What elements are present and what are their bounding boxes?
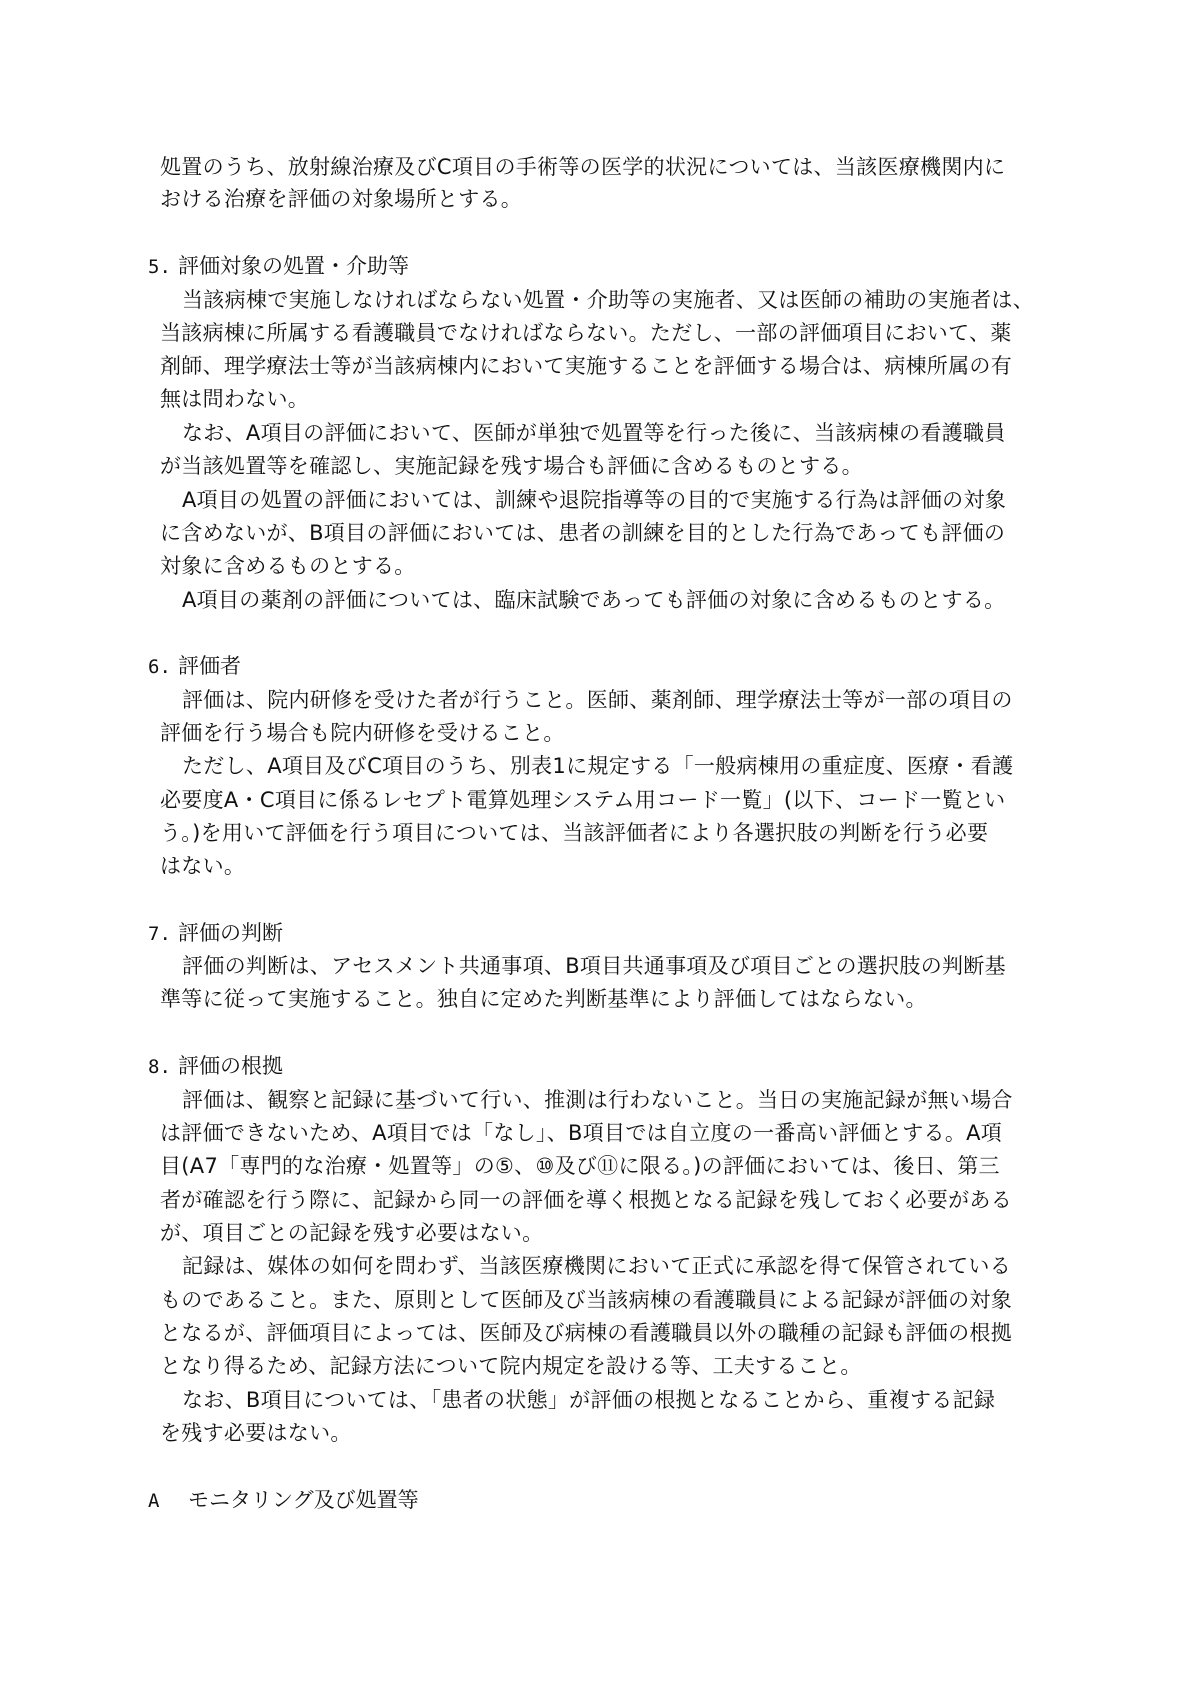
section5-line: 対象に含めるものとする。 (160, 554, 416, 578)
section-title: モニタリング及び処置等 (188, 1488, 419, 1512)
section5-line: 剤師、理学療法士等が当該病棟内において実施することを評価する場合は、病棟所属の有 (160, 354, 1012, 378)
section5-line: A項目の処置の評価においては、訓練や退院指導等の目的で実施する行為は評価の対象 (182, 488, 1007, 512)
section8-line: 者が確認を行う際に、記録から同一の評価を導く根拠となる記録を残しておく必要がある (160, 1188, 1012, 1212)
section7-line: 評価の判断は、アセスメント共通事項、B項目共通事項及び項目ごとの選択肢の判断基 (182, 954, 1006, 978)
section8-line: ものであること。また、原則として医師及び当該病棟の看護職員による記録が評価の対象 (160, 1288, 1012, 1312)
section-title: 評価の判断 (178, 921, 283, 945)
section8-line: は評価できないため、A項目では「なし」、B項目では自立度の一番高い評価とする。A項 (160, 1121, 1003, 1145)
section8-line: となるが、評価項目によっては、医師及び病棟の看護職員以外の職種の記録も評価の根拠 (160, 1321, 1012, 1345)
section8-line: 評価は、観察と記録に基づいて行い、推測は行わないこと。当日の実施記録が無い場合 (182, 1088, 1013, 1112)
intro-line: 処置のうち、放射線治療及びC項目の手術等の医学的状況については、当該医療機関内に (160, 155, 1006, 179)
section-number: 7. (148, 923, 171, 945)
section5-line: A項目の薬剤の評価については、臨床試験であっても評価の対象に含めるものとする。 (182, 588, 1006, 612)
section6-line: う。)を用いて評価を行う項目については、当該評価者により各選択肢の判断を行う必要 (160, 821, 989, 845)
section-number: 6. (148, 656, 171, 678)
section-heading-7 (148, 920, 283, 947)
section5-line: に含めないが、B項目の評価においては、患者の訓練を目的とした行為であっても評価の (160, 521, 1006, 545)
intro-line: おける治療を評価の対象場所とする。 (160, 187, 523, 211)
section-number: 5. (148, 256, 171, 278)
section5-line: なお、A項目の評価において、医師が単独で処置等を行った後に、当該病棟の看護職員 (182, 421, 1006, 445)
section6-line: 必要度A・C項目に係るレセプト電算処理システム用コード一覧」(以下、コード一覧とい (160, 788, 1006, 812)
section8-line: 記録は、媒体の如何を問わず、当該医療機関において正式に承認を得て保管されている (182, 1254, 1012, 1278)
section5-line: 当該病棟に所属する看護職員でなければならない。ただし、一部の評価項目において、薬 (160, 321, 1012, 345)
section-heading-6 (148, 653, 241, 680)
section6-line: 評価を行う場合も院内研修を受けること。 (160, 721, 565, 745)
section-heading-a (148, 1487, 419, 1514)
section8-line: となり得るため、記録方法について院内規定を設ける等、工夫すること。 (160, 1354, 862, 1378)
section8-line: が、項目ごとの記録を残す必要はない。 (160, 1221, 544, 1245)
section8-line: なお、B項目については、「患者の状態」が評価の根拠となることから、重複する記録 (182, 1388, 996, 1412)
section-title: 評価の根拠 (178, 1054, 283, 1078)
section7-line: 準等に従って実施すること。独自に定めた判断基準により評価してはならない。 (160, 987, 927, 1011)
section5-line: 当該病棟で実施しなければならない処置・介助等の実施者、又は医師の補助の実施者は、 (182, 288, 1034, 312)
section-number: A (148, 1490, 160, 1512)
section-title: 評価者 (178, 654, 241, 678)
section6-line: はない。 (160, 854, 246, 878)
section8-line: を残す必要はない。 (160, 1421, 352, 1445)
section-number: 8. (148, 1056, 171, 1078)
section5-line: 無は問わない。 (160, 387, 310, 411)
section-title: 評価対象の処置・介助等 (178, 254, 409, 278)
section6-line: 評価は、院内研修を受けた者が行うこと。医師、薬剤師、理学療法士等が一部の項目の (182, 688, 1013, 712)
section5-line: が当該処置等を確認し、実施記録を残す場合も評価に含めるものとする。 (160, 454, 863, 478)
section-heading-5 (148, 253, 409, 280)
section-heading-8 (148, 1053, 283, 1080)
section8-line: 目(A7「専門的な治療・処置等」の⑤、⑩及び⑪に限る。)の評価においては、後日、第三 (160, 1154, 1000, 1178)
section6-line: ただし、A項目及びC項目のうち、別表1に規定する「一般病棟用の重症度、医療・看護 (182, 754, 1014, 778)
